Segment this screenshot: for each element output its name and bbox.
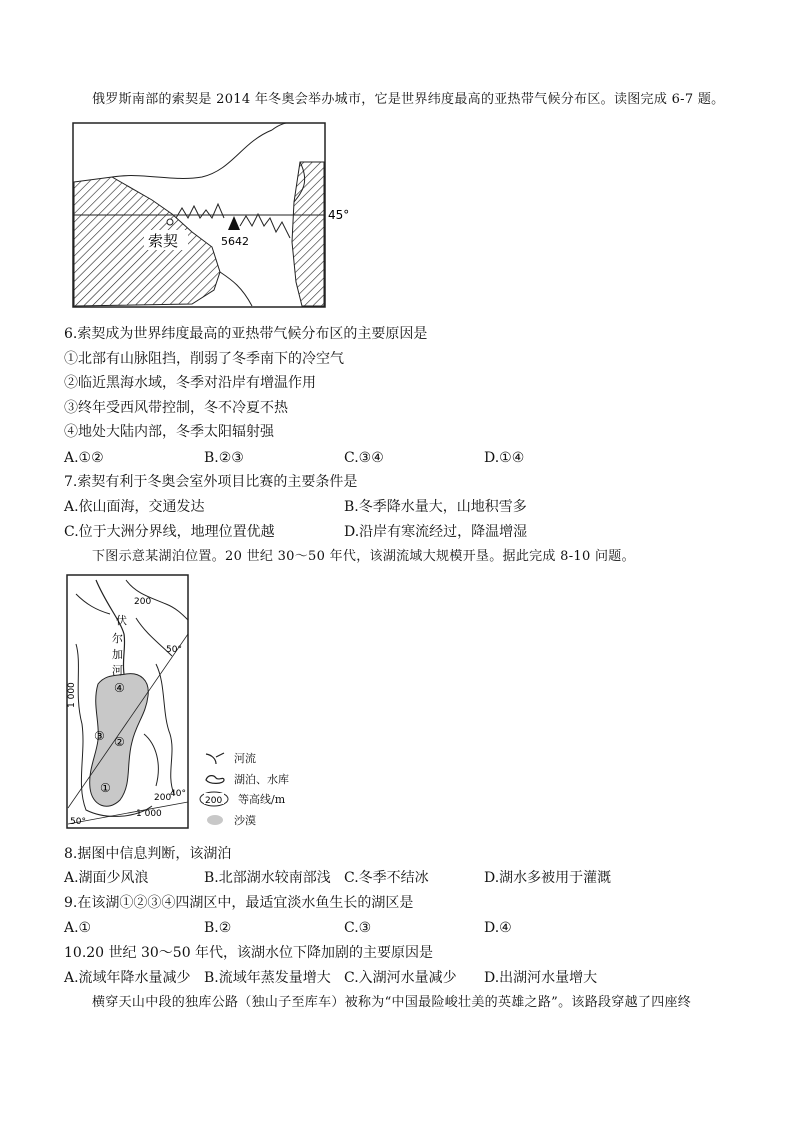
- contour-1000-bottom-label: 1 000: [136, 809, 162, 819]
- q7-option-a: A.依山面海，交通发达: [64, 499, 205, 515]
- peak-elevation-label: 5642: [221, 235, 249, 248]
- zone-4-label: ④: [114, 681, 125, 695]
- river-legend-icon: [204, 751, 226, 765]
- legend-contour: [198, 790, 285, 808]
- q8-option-c: C.冬季不结冰: [344, 870, 429, 886]
- lake-map: [66, 574, 190, 830]
- q7-stem: 7.索契有利于冬奥会室外项目比赛的主要条件是: [64, 474, 358, 490]
- q6-item-1: ①北部有山脉阻挡，削弱了冬季南下的冷空气: [64, 351, 344, 367]
- intro-text-3: 横穿天山中段的独库公路（独山子至库车）被称为“中国最险峻壮美的英雄之路”。该路段穿越了四座终: [92, 995, 692, 1010]
- q8-option-d: D.湖水多被用于灌溉: [484, 870, 612, 886]
- contour-200-top-label: 200: [134, 597, 152, 607]
- lat-40-label: 40°: [170, 789, 186, 799]
- q10-stem: 10.20 世纪 30～50 年代，该湖水位下降加剧的主要原因是: [64, 945, 434, 961]
- river-char-4: 河: [112, 664, 123, 677]
- legend-river: [204, 750, 256, 766]
- legend-contour-label: 等高线/m: [238, 793, 286, 806]
- legend-lake-label: 湖泊、水库: [234, 773, 289, 786]
- legend-desert-label: 沙漠: [234, 814, 256, 827]
- river-char-3: 加: [112, 648, 123, 661]
- q6-stem: 6.索契成为世界纬度最高的亚热带气候分布区的主要原因是: [64, 326, 428, 342]
- q9-option-a: A.①: [64, 920, 92, 936]
- city-label: 索契: [148, 232, 179, 250]
- lake-legend-icon: [204, 772, 226, 786]
- q6-option-d: D.①④: [484, 450, 525, 466]
- q9-option-c: C.③: [344, 920, 372, 936]
- lat-50-label: 50°: [166, 645, 182, 655]
- q6-option-c: C.③④: [344, 450, 384, 466]
- contour-1000-left-label: 1 000: [67, 682, 77, 708]
- q8-option-a: A.湖面少风浪: [64, 870, 149, 886]
- q6-item-4: ④地处大陆内部，冬季太阳辐射强: [64, 424, 274, 440]
- q7-option-b: B.冬季降水量大，山地积雪多: [344, 499, 527, 515]
- q10-option-c: C.入湖河水量减少: [344, 970, 457, 986]
- q6-item-2: ②临近黑海水域，冬季对沿岸有增温作用: [64, 375, 316, 391]
- lat-45-label: 45°: [328, 208, 350, 222]
- sochi-map: [72, 122, 350, 308]
- contour-legend-icon: [198, 790, 230, 808]
- q9-stem: 9.在该湖①②③④四湖区中，最适宜淡水鱼生长的湖区是: [64, 895, 414, 911]
- q8-stem: 8.据图中信息判断，该湖泊: [64, 846, 232, 862]
- zone-3-label: ③: [94, 729, 105, 743]
- legend-lake: [204, 771, 289, 787]
- q10-option-b: B.流域年蒸发量增大: [204, 970, 331, 986]
- city-marker-icon: [167, 219, 173, 225]
- q7-option-d: D.沿岸有寒流经过，降温增湿: [344, 524, 528, 540]
- q6-option-a: A.①②: [64, 450, 104, 466]
- q7-option-c: C.位于大洲分界线，地理位置优越: [64, 524, 275, 540]
- river-char-1: 伏: [116, 614, 127, 627]
- zone-1-label: ①: [100, 781, 111, 795]
- q9-option-d: D.④: [484, 920, 512, 936]
- q9-option-b: B.②: [204, 920, 232, 936]
- legend-river-label: 河流: [234, 752, 256, 765]
- zone-2-label: ②: [114, 735, 125, 749]
- lon-50-label: 50°: [70, 817, 86, 827]
- river-char-2: 尔: [112, 632, 123, 645]
- q6-option-b: B.②③: [204, 450, 244, 466]
- contour-legend-value: 200: [205, 796, 223, 806]
- legend-desert: [204, 812, 256, 828]
- desert-legend-icon: [204, 813, 226, 827]
- q8-option-b: B.北部湖水较南部浅: [204, 870, 331, 886]
- q6-item-3: ③终年受西风带控制，冬不冷夏不热: [64, 400, 288, 416]
- q10-option-d: D.出湖河水量增大: [484, 970, 598, 986]
- contour-200-bottom-label: 200: [154, 793, 172, 803]
- q10-option-a: A.流域年降水量减少: [64, 970, 191, 986]
- intro-text-1: 俄罗斯南部的索契是 2014 年冬奥会举办城市，它是世界纬度最高的亚热带气候分布区。读图完成 6-7 题。: [92, 92, 725, 107]
- intro-text-2: 下图示意某湖泊位置。20 世纪 30～50 年代，该湖流域大规模开垦。据此完成 8-10 问题。: [92, 549, 635, 564]
